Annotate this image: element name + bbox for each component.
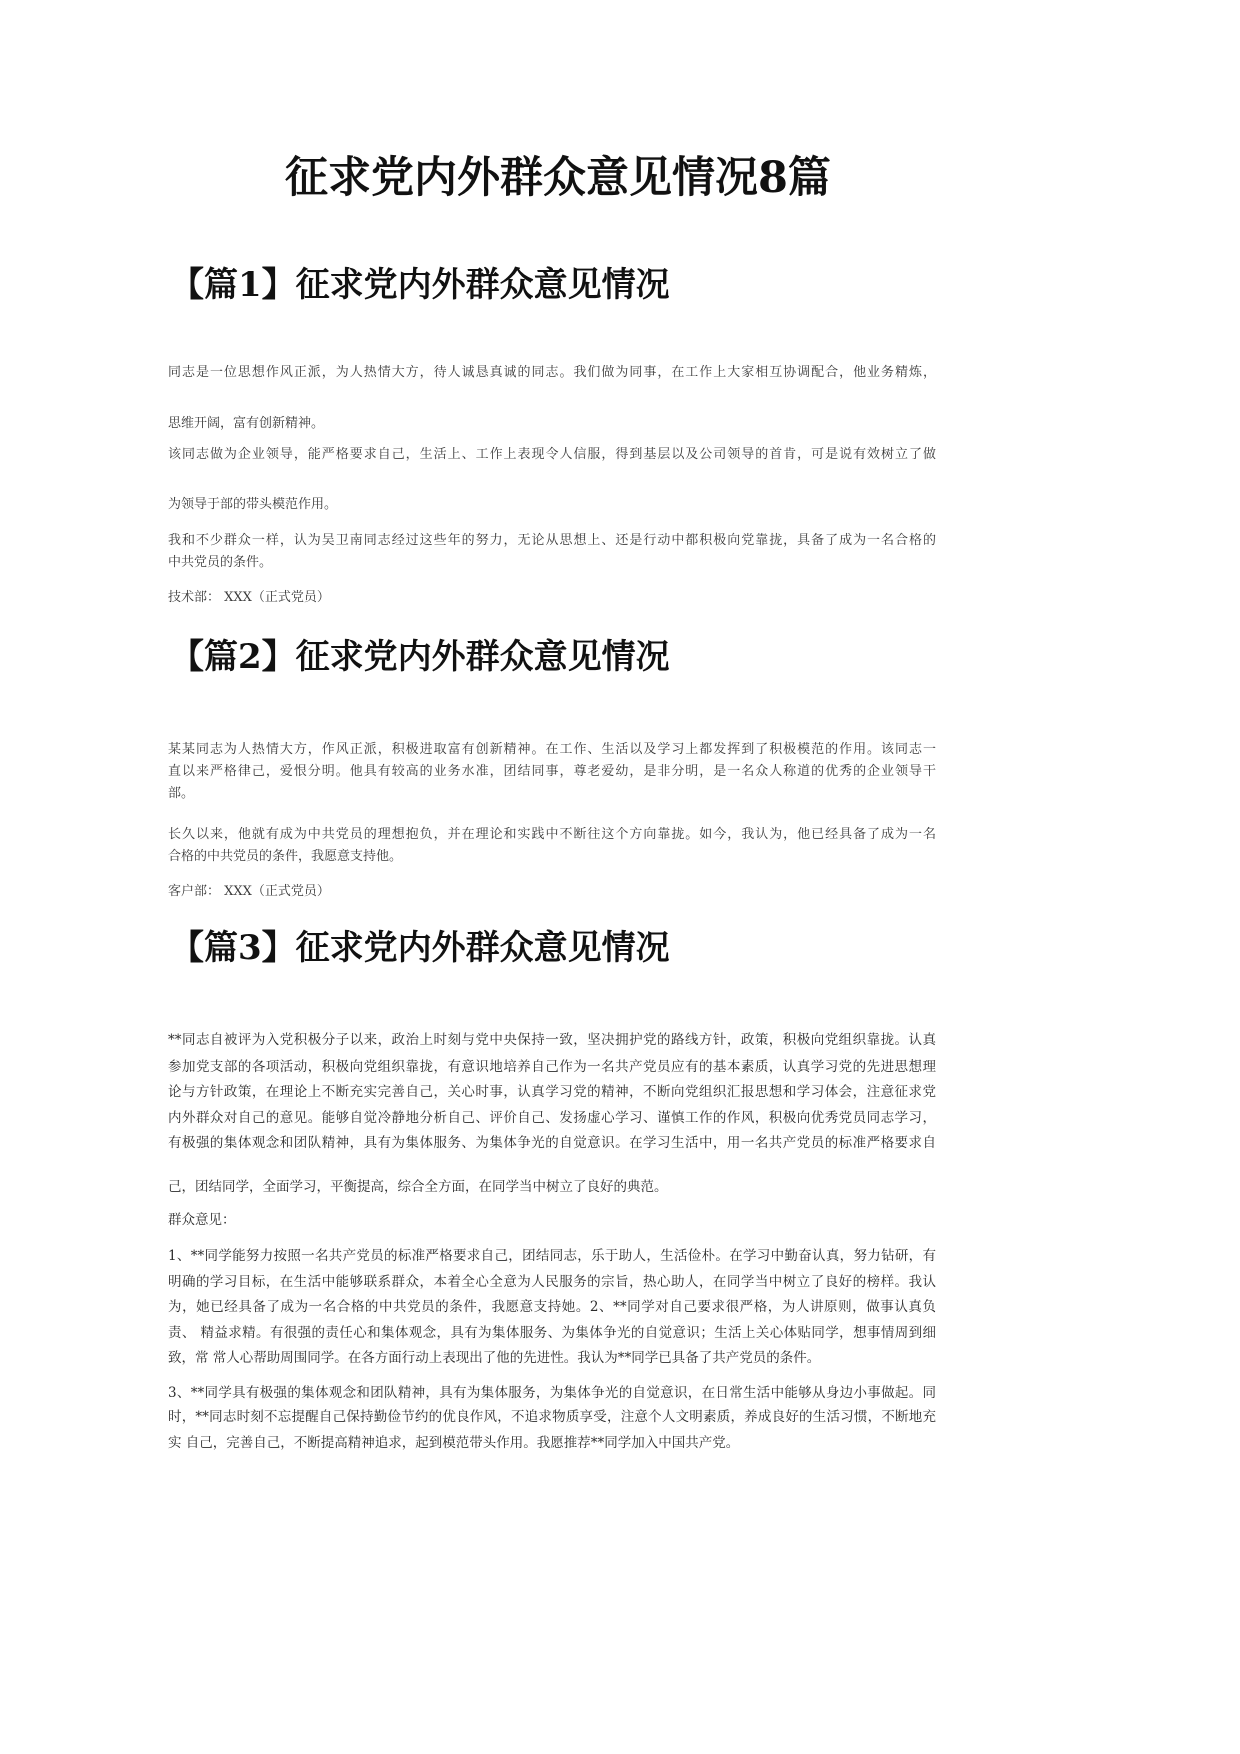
body-line: 有极强的集体观念和团队精神，具有为集体服务、为集体争光的自觉意识。在学习生活中，用一名共产党员的标准严格要求自 [168, 1135, 936, 1151]
body-line: 思维开阔，富有创新精神。 [168, 416, 325, 431]
section-heading: 【篇1】征求党内外群众意见情况 [170, 265, 670, 305]
signature-line: 客户部： XXX（正式党员） [168, 884, 330, 899]
body-line: 致，常 常人心帮助周围同学。在各方面行动上表现出了他的先进性。我认为**同学已具备了共产党员的条件。 [168, 1350, 821, 1366]
body-line: 论与方针政策，在理论上不断充实完善自己，关心时事，认真学习党的精神，不断向党组织汇报思想和学习体会，注意征求党 [168, 1084, 936, 1100]
body-line: 合格的中共党员的条件，我愿意支持他。 [168, 849, 403, 864]
body-line: 明确的学习目标，在生活中能够联系群众，本着全心全意为人民服务的宗旨，热心助人，在同学当中树立了良好的榜样。我认 [168, 1274, 936, 1290]
signature-line: 技术部： XXX（正式党员） [168, 590, 330, 605]
body-line: 该同志做为企业领导，能严格要求自己，生活上、工作上表现令人信服，得到基层以及公司领导的首肯，可是说有效树立了做 [168, 447, 936, 462]
body-line: 参加党支部的各项活动，积极向党组织靠拢，有意识地培养自己作为一名共产党员应有的基本素质，认真学习党的先进思想理 [168, 1059, 936, 1075]
body-line: 为领导于部的带头模范作用。 [168, 497, 338, 512]
body-line: 实 自己，完善自己，不断提高精神追求，起到模范带头作用。我愿推荐**同学加入中国共产党。 [168, 1435, 740, 1451]
body-line: 时，**同志时刻不忘提醒自己保持勤俭节约的优良作风，不追求物质享受，注意个人文明素质，养成良好的生活习惯，不断地充 [168, 1409, 936, 1425]
body-line: 3、**同学具有极强的集体观念和团队精神，具有为集体服务，为集体争光的自觉意识，在日常生活中能够从身边小事做起。同 [168, 1385, 936, 1401]
subheading-line: 群众意见： [168, 1212, 236, 1228]
body-line: 责、 精益求精。有很强的责任心和集体观念，具有为集体服务、为集体争光的自觉意识；生活上关心体贴同学，想事情周到细 [168, 1325, 936, 1341]
body-line: 直以来严格律己，爱恨分明。他具有较高的业务水准，团结同事，尊老爱幼，是非分明，是一名众人称道的优秀的企业领导干 [168, 764, 936, 779]
body-line: 长久以来，他就有成为中共党员的理想抱负，并在理论和实践中不断往这个方向靠拢。如今，我认为，他已经具备了成为一名 [168, 827, 936, 842]
section-heading: 【篇2】征求党内外群众意见情况 [170, 637, 670, 677]
body-line: 中共党员的条件。 [168, 555, 273, 570]
body-line: 同志是一位思想作风正派，为人热情大方，待人诚恳真诚的同志。我们做为同事，在工作上大家相互协调配合，他业务精炼， [168, 365, 936, 380]
body-line: 部。 [168, 786, 195, 801]
page-title: 征求党内外群众意见情况8篇 [285, 153, 831, 203]
body-line: **同志自被评为入党积极分子以来，政治上时刻与党中央保持一致，坚决拥护党的路线方针，政策，积极向党组织靠拢。认真 [168, 1032, 936, 1048]
body-line: 某某同志为人热情大方，作风正派，积极进取富有创新精神。在工作、生活以及学习上都发挥到了积极模范的作用。该同志一 [168, 742, 936, 757]
body-line: 1、**同学能努力按照一名共产党员的标准严格要求自己，团结同志，乐于助人，生活俭朴。在学习中勤奋认真，努力钻研，有 [168, 1248, 936, 1264]
body-line: 内外群众对自己的意见。能够自觉冷静地分析自己、评价自己、发扬虚心学习、谨慎工作的作风，积极向优秀党员同志学习， [168, 1110, 936, 1126]
body-line: 己，团结同学，全面学习，平衡提高，综合全方面，在同学当中树立了良好的典范。 [168, 1179, 668, 1195]
section-heading: 【篇3】征求党内外群众意见情况 [170, 928, 670, 968]
body-line: 我和不少群众一样，认为吴卫南同志经过这些年的努力，无论从思想上、还是行动中都积极向党靠拢，具备了成为一名合格的 [168, 533, 936, 548]
body-line: 为，她已经具备了成为一名合格的中共党员的条件，我愿意支持她。2、**同学对自己要求很严格，为人讲原则，做事认真负 [168, 1299, 936, 1315]
